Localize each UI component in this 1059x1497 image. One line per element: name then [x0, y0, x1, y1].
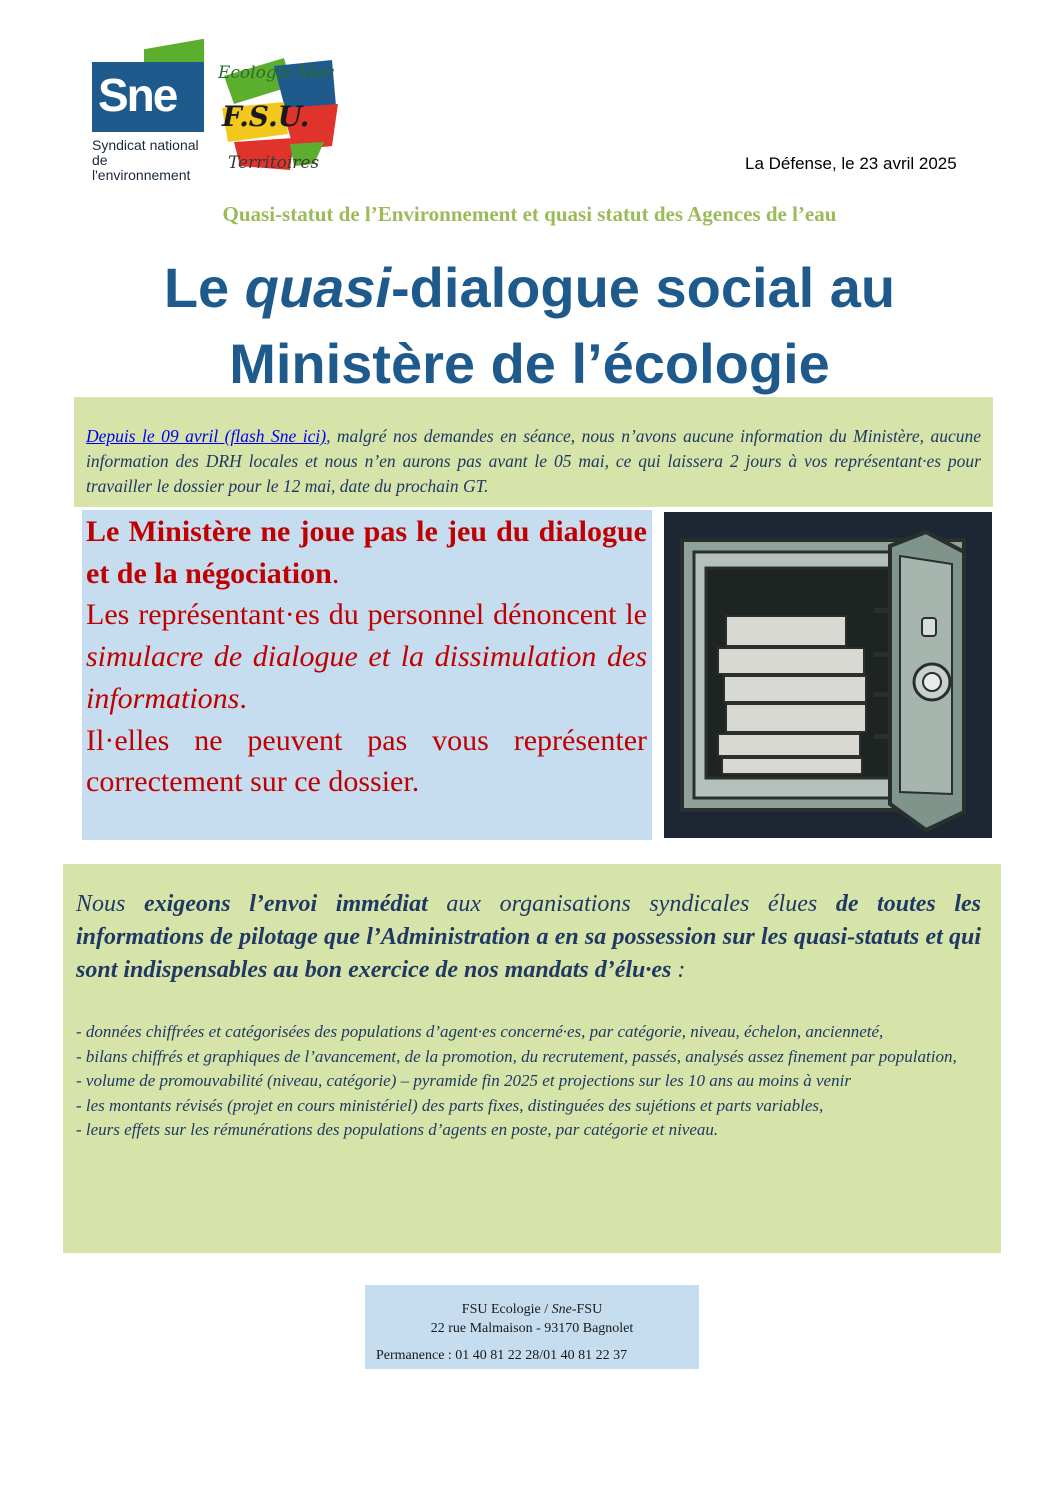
statement-cannot-represent-paragraph: Il·elles ne peuvent pas vous représenter correctement sur ce dossier. — [86, 723, 647, 799]
demand-item: - les montants révisés (projet en cours ministériel) des parts fixes, distinguées des sujétions et parts variables, — [76, 1095, 824, 1115]
title-italic: quasi — [244, 256, 392, 319]
statement-bold-paragraph: Le Ministère ne joue pas le jeu du dialogue et de la négociation. — [86, 515, 647, 590]
sne-logo-caption: Syndicat national de l'environnement — [92, 137, 199, 183]
statement-text — [86, 511, 647, 803]
sne-logo-mark: Sne — [98, 69, 177, 121]
fsu-logo-top-text: Ecologie Mer — [218, 63, 334, 83]
intro-paragraph: Depuis le 09 avril (flash Sne ici), malgré nos demandes en séance, nous n’avons aucune information du Ministère, aucune information des DRH locales et nous n’en aurons pas avant le 05 mai, ce qui laissera 2 jours à vos représentant·es pour travailler le dossier pour le 12 mai, date du prochain GT. — [86, 426, 981, 496]
sne-logo — [92, 44, 210, 183]
footer-address: 22 rue Malmaison - 93170 Bagnolet — [430, 1321, 634, 1336]
fsu-logo-bottom-text: Territoires — [228, 153, 320, 173]
footer-phone: Permanence : 01 40 81 22 28/01 40 81 22 37 — [376, 1348, 628, 1363]
demand-item: - données chiffrées et catégorisées des populations d’agent·es concerné·es, par catégorie, niveau, échelon, ancienneté, — [76, 1022, 884, 1041]
demand-item: - bilans chiffrés et graphiques de l’avancement, de la promotion, du recrutement, passés, analysés assez finement par population, — [76, 1046, 957, 1066]
demands-list — [76, 1020, 981, 1143]
footer-organisation: FSU Ecologie / Sne-FSU — [461, 1302, 603, 1317]
subtitle: Quasi-statut de l’Environnement et quasi statut des Agences de l’eau — [222, 202, 837, 226]
demand-item: - volume de promouvabilité (niveau, catégorie) – pyramide fin 2025 et projections sur les 10 ans au moins à venir — [76, 1071, 851, 1091]
main-title: Le quasi-dialogue social au Ministère de l’écologie — [163, 256, 896, 395]
demand-item: - leurs effets sur les rémunérations des populations d’agents en poste, par catégorie et niveau. — [76, 1120, 719, 1140]
safe-with-books-image — [664, 512, 992, 838]
date-line: La Défense, le 23 avril 2025 — [745, 154, 957, 173]
demands-intro: Nous exigeons l’envoi immédiat aux organisations syndicales élues de toutes les informations de pilotage que l’Administration a en sa possession sur les quasi-statuts et qui sont indispensables au bon exercice de nos mandats d’élu·es : — [76, 891, 981, 983]
statement-denounce-paragraph: Les représentant·es du personnel dénoncent le simulacre de dialogue et la dissimulation des informations. — [86, 598, 647, 715]
flash-sne-link[interactable]: Depuis le 09 avril (flash Sne ici) — [86, 426, 327, 446]
fsu-ecologie-logo — [214, 46, 342, 174]
fsu-logo-main-text: F.S.U. — [222, 100, 310, 133]
